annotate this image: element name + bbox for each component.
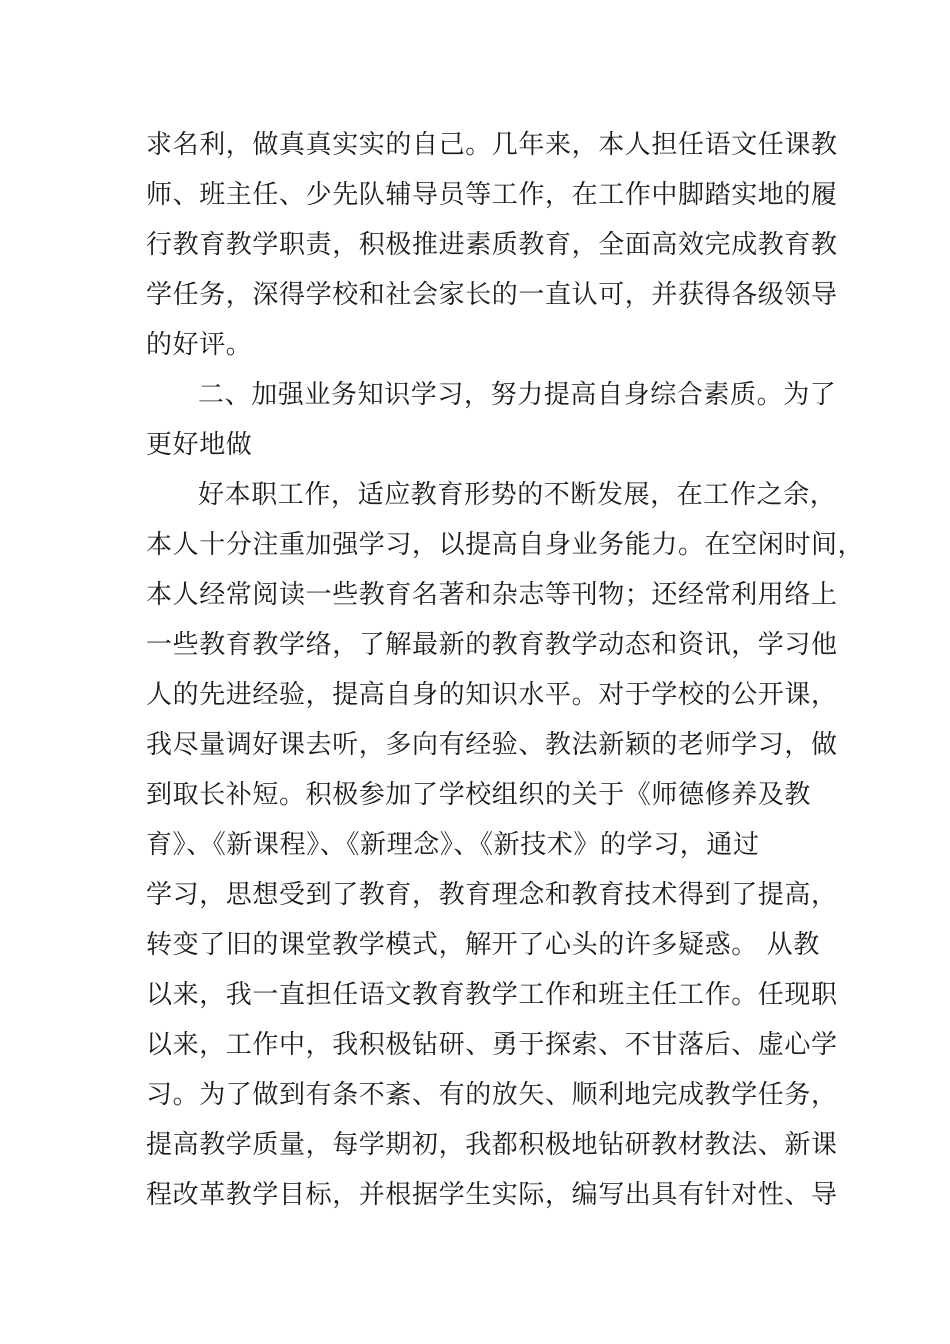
text-line: 行教育教学职责，积极推进素质教育，全面高效完成教育教 bbox=[146, 230, 838, 260]
text-line: 一些教育教学络，了解最新的教育教学动态和资讯，学习他 bbox=[146, 630, 838, 660]
text-line: 以来，工作中，我积极钻研、勇于探索、不甘落后、虚心学 bbox=[146, 1030, 838, 1060]
text-line: 学习，思想受到了教育，教育理念和教育技术得到了提高， bbox=[146, 880, 838, 910]
text-line: 我尽量调好课去听，多向有经验、教法新颖的老师学习，做 bbox=[146, 730, 838, 760]
text-line: 习。为了做到有条不紊、有的放矢、顺利地完成教学任务， bbox=[146, 1080, 838, 1110]
text-line: 二、加强业务知识学习，努力提高自身综合素质。为了 bbox=[198, 380, 837, 410]
text-line: 本人十分注重加强学习，以提高自身业务能力。在空闲时间， bbox=[146, 530, 865, 560]
text-line: 求名利，做真真实实的自己。几年来，本人担任语文任课教 bbox=[146, 130, 838, 160]
body-text bbox=[146, 120, 865, 1220]
text-line: 好本职工作，适应教育形势的不断发展，在工作之余， bbox=[198, 480, 837, 510]
text-line: 程改革教学目标，并根据学生实际，编写出具有针对性、导 bbox=[146, 1180, 838, 1210]
text-line: 本人经常阅读一些教育名著和杂志等刊物；还经常利用络上 bbox=[146, 580, 838, 610]
text-line: 育》、《新课程》、《新理念》、《新技术》的学习，通过 bbox=[146, 830, 760, 860]
text-line: 师、班主任、少先队辅导员等工作，在工作中脚踏实地的履 bbox=[146, 180, 838, 210]
text-line: 的好评。 bbox=[146, 330, 253, 360]
text-line: 学任务，深得学校和社会家长的一直认可，并获得各级领导 bbox=[146, 280, 838, 310]
text-line: 转变了旧的课堂教学模式，解开了心头的许多疑惑。 从教 bbox=[146, 930, 820, 960]
text-line: 提高教学质量，每学期初，我都积极地钻研教材教法、新课 bbox=[146, 1130, 838, 1160]
text-line: 以来，我一直担任语文教育教学工作和班主任工作。任现职 bbox=[146, 980, 838, 1010]
text-line: 更好地做 bbox=[146, 430, 253, 460]
text-line: 到取长补短。积极参加了学校组织的关于《师德修养及教 bbox=[146, 780, 812, 810]
text-line: 人的先进经验，提高自身的知识水平。对于学校的公开课， bbox=[146, 680, 838, 710]
